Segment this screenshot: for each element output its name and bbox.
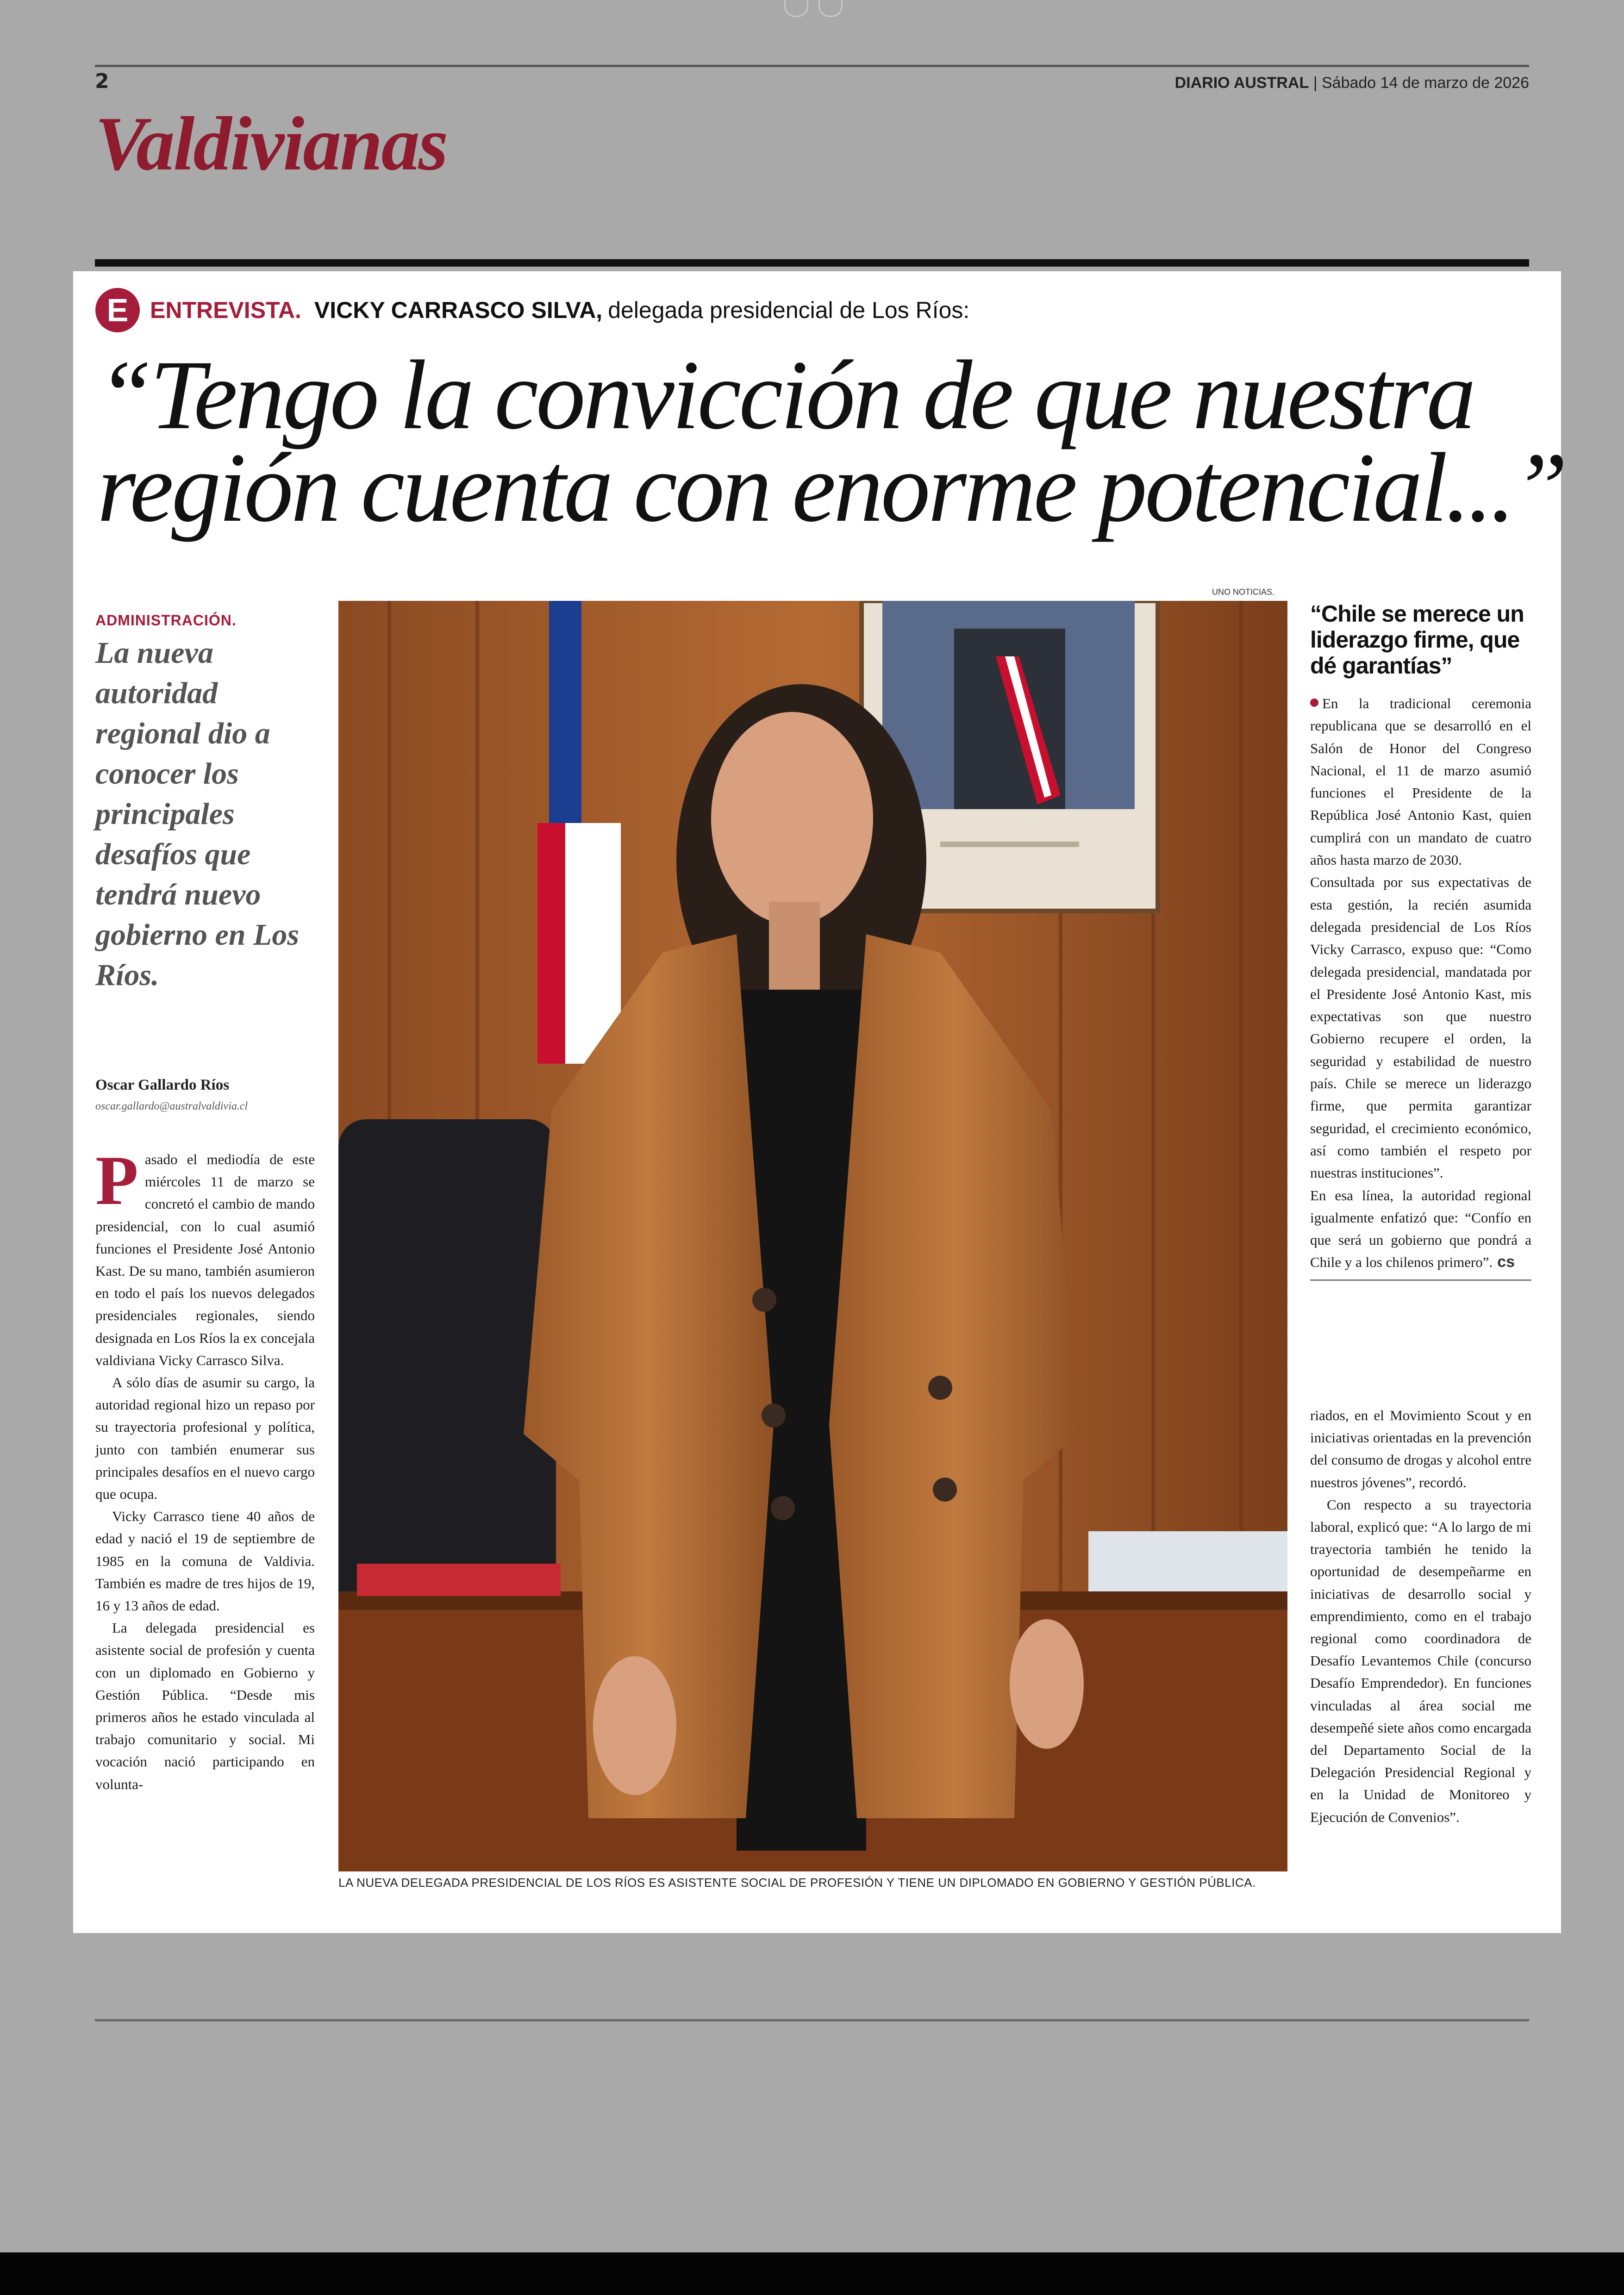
headline-line: región cuenta con enorme potencial...” (97, 433, 1566, 543)
bullet-icon (1310, 698, 1318, 707)
publication-name: DIARIO AUSTRAL (1174, 74, 1309, 92)
left-column (95, 612, 318, 995)
body-paragraph: A sólo días de asumir su cargo, la autoridad regional hizo un repaso por su trayectoria profesional y política, junto con también enumerar sus principales desafíos en el nuevo cargo que ocupa. (95, 1374, 315, 1503)
photo-caption: LA NUEVA DELEGADA PRESIDENCIAL DE LOS RÍOS ES ASISTENTE SOCIAL DE PROFESIÓN Y TIENE UN DIPLOMADO EN GOBIERNO Y GESTIÓN PÚBLICA. (338, 1876, 1256, 1890)
publication-date: Sábado 14 de marzo de 2026 (1321, 74, 1529, 92)
article-sheet (73, 271, 1566, 1933)
kicker (95, 287, 969, 333)
body-paragraph: Vicky Carrasco tiene 40 años de edad y nació el 19 de septiembre de 1985 en la comuna de Valdivia. También es madre de tres hijos de 19, 16 y 13 años de edad. (95, 1508, 315, 1614)
kicker-role: delegada presidencial de Los Ríos: (608, 297, 970, 323)
header-rule (95, 65, 1529, 67)
portrait-illustration (338, 601, 1287, 1871)
end-mark-icon: cs (1497, 1253, 1515, 1271)
kicker-name: VICKY CARRASCO SILVA, (314, 297, 603, 323)
body-paragraph: riados, en el Movimiento Scout y en iniciativas orientadas en la prevención del consumo de drogas y alcohol entre nuestros jóvenes”, recordó. (1310, 1407, 1531, 1491)
body-text-left (95, 1141, 315, 1796)
body-paragraph: La delegada presidencial es asistente social de profesión y cuenta con un diplomado en Gobierno y Gestión Pública. “Desde mis primeros años he estado vinculada al trabajo comunitario y social. Mi vocación nació participando en volunta- (95, 1620, 315, 1792)
section-title: Valdivianas (95, 101, 447, 186)
bottom-bar (0, 2252, 1624, 2295)
body-paragraph: En la tradicional ceremonia republicana que se desarrolló en el Salón de Honor del Congreso Nacional, el 11 de marzo asumió funciones el Presidente de la República José Antonio Kast, quien cumplirá con un mandato de cuatro años hasta marzo de 2030. (1310, 695, 1531, 868)
column-divider (1310, 1279, 1531, 1281)
topic-label: ADMINISTRACIÓN. (95, 612, 237, 629)
headline-line: “Tengo la convicción de que nuestra (97, 340, 1474, 450)
bottom-rule (95, 2019, 1529, 2021)
body-text-right-continued (1310, 1404, 1531, 1828)
body-paragraph: Consultada por sus expectativas de esta gestión, la recién asumida delegada presidencial de Los Ríos Vicky Carrasco, expuso que: “Como delegada presidencial, mandatada por el Presidente José Antonio Kast, mis expectativas son que nuestro Gobierno recupere el orden, la seguridad y estabilidad de nuestro país. Chile se merece un liderazgo firme, que permita garantizar seguridad, el crecimiento económico, así como también el respeto por nuestras instituciones”. (1310, 874, 1531, 1181)
author-name: Oscar Gallardo Ríos (95, 1077, 230, 1093)
page-scroll-dot-left[interactable] (784, 0, 808, 17)
byline (95, 1077, 318, 1113)
page-scroll-dot-right[interactable] (818, 0, 843, 17)
portrait-photo (338, 601, 1287, 1871)
interview-badge: E (95, 288, 140, 332)
author-email: oscar.gallardo@australvaldivia.cl (95, 1100, 248, 1112)
page-number: 2 (95, 69, 109, 93)
kicker-label: ENTREVISTA. (150, 297, 301, 323)
photo-credit: UNO NOTICIAS. (1212, 587, 1275, 597)
body-text-right (1310, 692, 1531, 1274)
headline (97, 340, 1566, 543)
right-column (1310, 601, 1531, 1281)
body-paragraph: Con respecto a su trayectoria laboral, explicó que: “A lo largo de mi trayectoria también he tenido la oportunidad de desempeñarme en iniciativas de desarrollo social y emprendimiento, como en el trabajo regional como coordinadora de Desafío Levantemos Chile (concurso Desafío Emprendedor). En funciones vinculadas al área social me desempeñé siete años como encargada del Departamento Social de la Delegación Presidencial Regional y en la Unidad de Monitoreo y Ejecución de Convenios”. (1310, 1496, 1531, 1825)
drop-cap: P (95, 1141, 138, 1219)
article-summary: La nueva autoridad regional dio a conocer los principales desafíos que tendrá nuevo gobierno en Los Ríos. (95, 636, 300, 992)
body-paragraph: Pasado el mediodía de este miércoles 11 de marzo se concretó el cambio de mando presidencial, con lo cual asumió funciones el Presidente José Antonio Kast. De su mano, también asumieron en todo el país los nuevos delegados presidenciales regionales, siendo designada en Los Ríos la ex concejala valdiviana Vicky Carrasco Silva. (95, 1141, 315, 1368)
pull-quote: “Chile se merece un liderazgo firme, que dé garantías” (1310, 601, 1524, 679)
masthead: DIARIO AUSTRAL | Sábado 14 de marzo de 2026 (1174, 74, 1529, 92)
body-paragraph: En esa línea, la autoridad regional igualmente enfatizó que: “Confío en que será un gobierno que pondrá a Chile y a los chilenos primero”. cs (1310, 1187, 1531, 1271)
section-rule (95, 259, 1529, 267)
